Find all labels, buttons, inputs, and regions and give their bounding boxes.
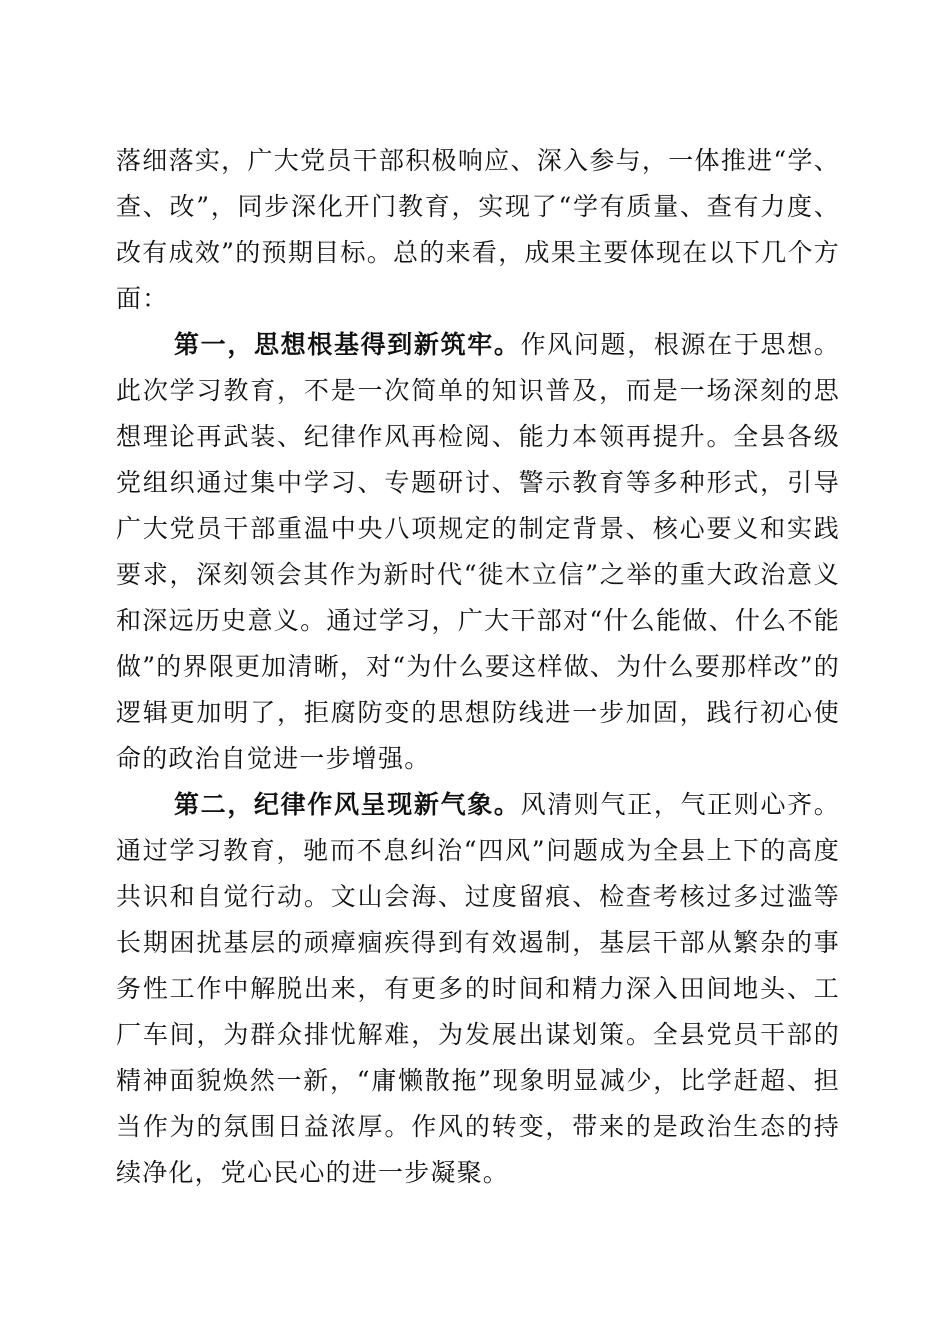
document-body	[116, 138, 840, 1196]
paragraph-second-point-heading: 第二，纪律作风呈现新气象。	[174, 790, 521, 819]
paragraph-first-point-text: 作风问题，根源在于思想。此次学习教育，不是一次简单的知识普及，而是一场深刻的思想理论再武装、纪律作风再检阅、能力本领再提升。全县各级党组织通过集中学习、专题研讨、警示教育等多种形式，引导广大党员干部重温中央八项规定的制定背景、核心要义和实践要求，深刻领会其作为新时代“徙木立信”之举的重大政治意义和深远历史意义。通过学习，广大干部对“什么能做、什么不能做”的界限更加清晰，对“为什么要这样做、为什么要那样改”的逻辑更加明了，拒腐防变的思想防线进一步加固，践行初心使命的政治自觉进一步增强。	[116, 330, 840, 773]
paragraph-first-point-heading: 第一，思想根基得到新筑牢。	[174, 330, 521, 359]
paragraph-first-point	[116, 322, 840, 782]
paragraph-intro-text: 落细落实，广大党员干部积极响应、深入参与，一体推进“学、查、改”，同步深化开门教育，实现了“学有质量、查有力度、改有成效”的预期目标。总的来看，成果主要体现在以下几个方面：	[116, 146, 840, 313]
paragraph-intro	[116, 138, 840, 322]
paragraph-second-point-text: 风清则气正，气正则心齐。通过学习教育，驰而不息纠治“四风”问题成为全县上下的高度共识和自觉行动。文山会海、过度留痕、检查考核过多过滥等长期困扰基层的顽瘴痼疾得到有效遏制，基层干部从繁杂的事务性工作中解脱出来，有更多的时间和精力深入田间地头、工厂车间，为群众排忧解难，为发展出谋划策。全县党员干部的精神面貌焕然一新，“庸懒散拖”现象明显减少，比学赶超、担当作为的氛围日益浓厚。作风的转变，带来的是政治生态的持续净化，党心民心的进一步凝聚。	[116, 790, 840, 1187]
paragraph-second-point	[116, 782, 840, 1196]
